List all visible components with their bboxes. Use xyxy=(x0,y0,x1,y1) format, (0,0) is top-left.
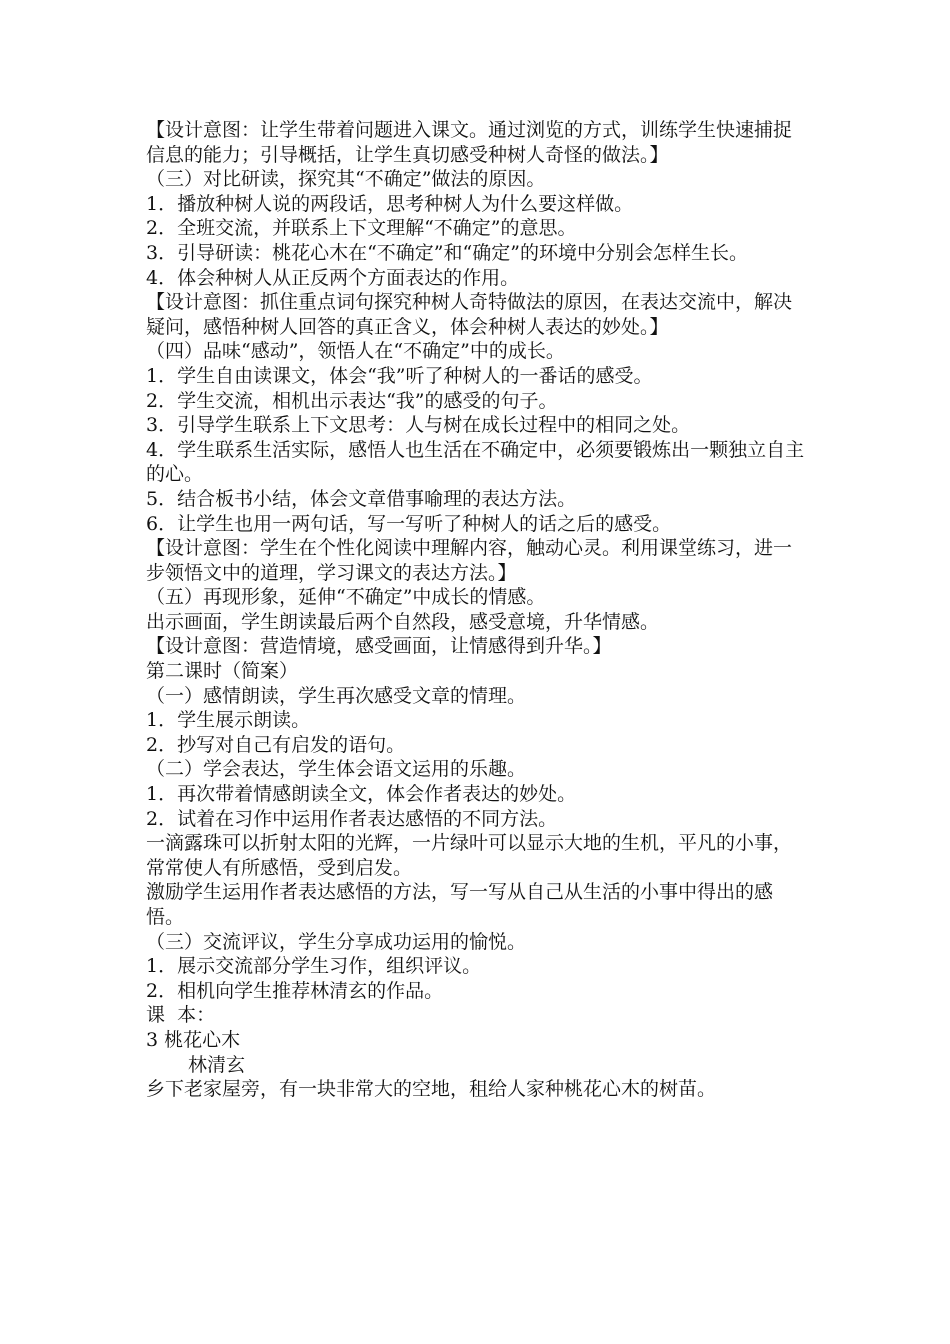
design-intent-note: 【设计意图：让学生带着问题进入课文。通过浏览的方式，训练学生快速捕捉信息的能力；引导概括，让学生真切感受种树人奇怪的做法。】 xyxy=(146,119,793,166)
section-heading: （三）对比研读，探究其“不确定”做法的原因。 xyxy=(146,168,546,191)
design-intent-note: 【设计意图：学生在个性化阅读中理解内容，触动心灵。利用课堂练习，进一步领悟文中的道理，学习课文的表达方法。】 xyxy=(146,537,793,584)
body-paragraph: 乡下老家屋旁，有一块非常大的空地，租给人家种桃花心木的树苗。 xyxy=(146,1078,717,1101)
list-item: 1．学生展示朗读。 xyxy=(146,709,311,732)
document-body xyxy=(146,118,810,1102)
body-paragraph: 出示画面，学生朗读最后两个自然段，感受意境，升华情感。 xyxy=(146,610,660,633)
section-heading: （四）品味“感动”，领悟人在“不确定”中的成长。 xyxy=(146,340,565,363)
list-item: 2．相机向学生推荐林清玄的作品。 xyxy=(146,979,444,1002)
lesson-heading: 第二课时（简案） xyxy=(146,660,299,683)
body-paragraph: 激励学生运用作者表达感悟的方法，写一写从自己从生活的小事中得出的感悟。 xyxy=(146,881,774,928)
list-item: 2．全班交流，并联系上下文理解“不确定”的意思。 xyxy=(146,217,577,240)
list-item: 1．再次带着情感朗读全文，体会作者表达的妙处。 xyxy=(146,783,577,806)
list-item: 6．让学生也用一两句话，写一写听了种树人的话之后的感受。 xyxy=(146,512,672,535)
list-item: 4．学生联系生活实际，感悟人也生活在不确定中，必须要锻炼出一颗独立自主的心。 xyxy=(146,438,805,486)
design-intent-note: 【设计意图：抓住重点词句探究种树人奇特做法的原因，在表达交流中，解决疑问，感悟种树人回答的真正含义，体会种树人表达的妙处。】 xyxy=(146,291,793,338)
list-item: 1．播放种树人说的两段话，思考种树人为什么要这样做。 xyxy=(146,192,634,215)
design-intent-note: 【设计意图：营造情境，感受画面，让情感得到升华。】 xyxy=(146,635,612,658)
list-item: 5．结合板书小结，体会文章借事喻理的表达方法。 xyxy=(146,487,577,510)
section-heading: （五）再现形象，延伸“不确定”中成长的情感。 xyxy=(146,586,546,609)
textbook-label: 课 本： xyxy=(146,1004,216,1027)
list-item: 2．抄写对自己有启发的语句。 xyxy=(146,733,406,756)
lesson-title: 3 桃花心木 xyxy=(146,1028,241,1051)
section-heading: （一）感情朗读，学生再次感受文章的情理。 xyxy=(146,684,527,707)
list-item: 1．展示交流部分学生习作，组织评议。 xyxy=(146,955,482,978)
body-paragraph: 一滴露珠可以折射太阳的光辉，一片绿叶可以显示大地的生机，平凡的小事，常常使人有所感悟，受到启发。 xyxy=(146,832,793,879)
list-item: 1．学生自由读课文，体会“我”听了种树人的一番话的感受。 xyxy=(146,364,653,387)
section-heading: （三）交流评议，学生分享成功运用的愉悦。 xyxy=(146,930,527,953)
list-item: 4．体会种树人从正反两个方面表达的作用。 xyxy=(146,266,520,289)
author-name: 林清玄 xyxy=(188,1053,246,1076)
list-item: 2．学生交流，相机出示表达“我”的感受的句子。 xyxy=(146,389,558,412)
list-item: 3．引导学生联系上下文思考：人与树在成长过程中的相同之处。 xyxy=(146,414,691,437)
section-heading: （二）学会表达，学生体会语文运用的乐趣。 xyxy=(146,758,527,781)
list-item: 2．试着在习作中运用作者表达感悟的不同方法。 xyxy=(146,807,558,830)
list-item: 3．引导研读：桃花心木在“不确定”和“确定”的环境中分别会怎样生长。 xyxy=(146,241,748,264)
